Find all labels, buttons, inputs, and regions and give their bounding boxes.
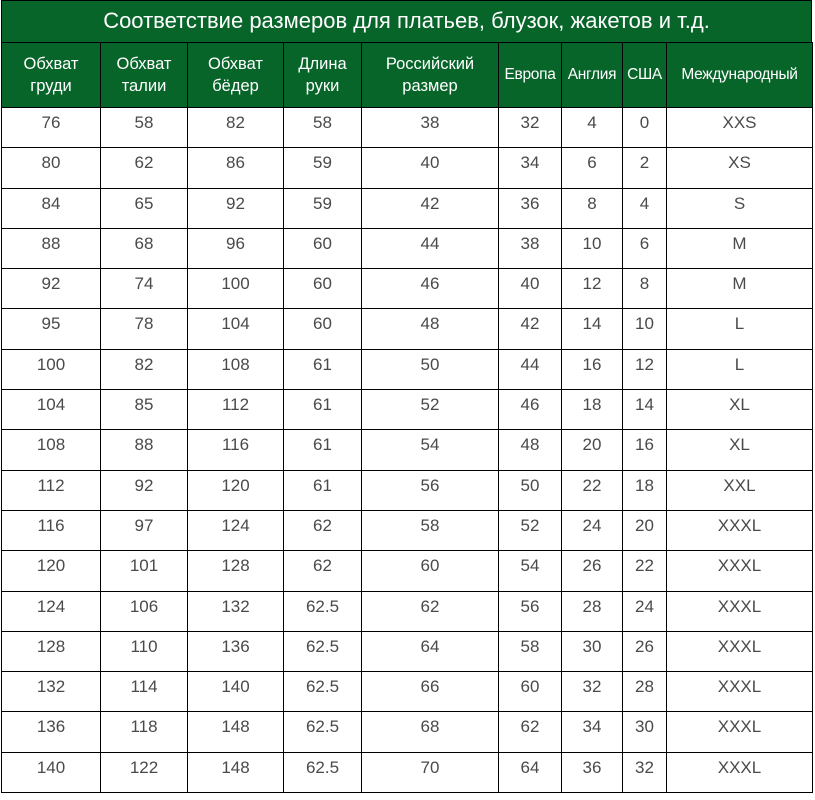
cell-hips: 100	[188, 269, 284, 309]
cell-hips: 108	[188, 349, 284, 389]
cell-bust: 128	[2, 631, 101, 671]
cell-england: 14	[562, 309, 623, 349]
cell-arm-length: 60	[284, 228, 362, 268]
cell-hips: 128	[188, 551, 284, 591]
cell-usa: 6	[623, 228, 667, 268]
cell-international: XXXL	[667, 591, 813, 631]
cell-waist: 92	[101, 470, 188, 510]
cell-waist: 62	[101, 148, 188, 188]
cell-usa: 18	[623, 470, 667, 510]
cell-waist: 118	[101, 712, 188, 752]
cell-usa: 2	[623, 148, 667, 188]
cell-hips: 136	[188, 631, 284, 671]
cell-hips: 120	[188, 470, 284, 510]
header-russian-size: Российский размер	[362, 43, 499, 108]
table-body	[2, 108, 813, 793]
table-header-row	[2, 43, 813, 108]
cell-arm-length: 61	[284, 349, 362, 389]
cell-russian-size: 60	[362, 551, 499, 591]
cell-arm-length: 62.5	[284, 591, 362, 631]
cell-usa: 20	[623, 510, 667, 550]
cell-arm-length: 60	[284, 269, 362, 309]
header-europe: Европа	[499, 43, 562, 108]
cell-bust: 95	[2, 309, 101, 349]
cell-england: 28	[562, 591, 623, 631]
table-row	[2, 108, 813, 148]
table-row	[2, 148, 813, 188]
table-row	[2, 390, 813, 430]
cell-europe: 36	[499, 188, 562, 228]
cell-europe: 54	[499, 551, 562, 591]
cell-international: M	[667, 228, 813, 268]
cell-europe: 44	[499, 349, 562, 389]
cell-hips: 124	[188, 510, 284, 550]
cell-waist: 106	[101, 591, 188, 631]
header-international: Международный	[667, 43, 813, 108]
cell-arm-length: 62	[284, 551, 362, 591]
cell-usa: 8	[623, 269, 667, 309]
cell-bust: 80	[2, 148, 101, 188]
table-row	[2, 712, 813, 752]
cell-hips: 132	[188, 591, 284, 631]
cell-europe: 60	[499, 672, 562, 712]
cell-europe: 64	[499, 752, 562, 792]
cell-europe: 42	[499, 309, 562, 349]
cell-waist: 74	[101, 269, 188, 309]
cell-international: XL	[667, 430, 813, 470]
cell-bust: 76	[2, 108, 101, 148]
header-usa: США	[623, 43, 667, 108]
cell-hips: 82	[188, 108, 284, 148]
cell-russian-size: 56	[362, 470, 499, 510]
size-chart	[1, 0, 812, 793]
cell-england: 22	[562, 470, 623, 510]
cell-bust: 84	[2, 188, 101, 228]
cell-usa: 0	[623, 108, 667, 148]
cell-russian-size: 48	[362, 309, 499, 349]
cell-hips: 92	[188, 188, 284, 228]
cell-usa: 12	[623, 349, 667, 389]
cell-europe: 48	[499, 430, 562, 470]
cell-usa: 32	[623, 752, 667, 792]
cell-england: 32	[562, 672, 623, 712]
cell-international: XXXL	[667, 712, 813, 752]
cell-waist: 110	[101, 631, 188, 671]
header-england: Англия	[562, 43, 623, 108]
cell-russian-size: 38	[362, 108, 499, 148]
cell-russian-size: 44	[362, 228, 499, 268]
cell-waist: 78	[101, 309, 188, 349]
table-row	[2, 510, 813, 550]
cell-arm-length: 58	[284, 108, 362, 148]
cell-europe: 32	[499, 108, 562, 148]
cell-europe: 46	[499, 390, 562, 430]
cell-russian-size: 42	[362, 188, 499, 228]
cell-arm-length: 60	[284, 309, 362, 349]
cell-usa: 16	[623, 430, 667, 470]
cell-bust: 92	[2, 269, 101, 309]
cell-bust: 132	[2, 672, 101, 712]
cell-waist: 82	[101, 349, 188, 389]
cell-europe: 58	[499, 631, 562, 671]
cell-waist: 101	[101, 551, 188, 591]
cell-europe: 56	[499, 591, 562, 631]
cell-arm-length: 62.5	[284, 752, 362, 792]
cell-usa: 10	[623, 309, 667, 349]
cell-waist: 68	[101, 228, 188, 268]
page-title: Соответствие размеров для платьев, блузок, жакетов и т.д.	[1, 0, 812, 42]
cell-international: XXL	[667, 470, 813, 510]
cell-arm-length: 61	[284, 430, 362, 470]
cell-england: 26	[562, 551, 623, 591]
cell-england: 24	[562, 510, 623, 550]
cell-bust: 108	[2, 430, 101, 470]
cell-russian-size: 52	[362, 390, 499, 430]
cell-england: 12	[562, 269, 623, 309]
cell-arm-length: 61	[284, 390, 362, 430]
table-row	[2, 228, 813, 268]
cell-waist: 122	[101, 752, 188, 792]
cell-international: XXXL	[667, 631, 813, 671]
cell-europe: 40	[499, 269, 562, 309]
header-bust: Обхват груди	[2, 43, 101, 108]
cell-bust: 104	[2, 390, 101, 430]
cell-waist: 114	[101, 672, 188, 712]
cell-arm-length: 62	[284, 510, 362, 550]
cell-international: XXS	[667, 108, 813, 148]
cell-russian-size: 66	[362, 672, 499, 712]
cell-usa: 24	[623, 591, 667, 631]
table-row	[2, 752, 813, 792]
cell-usa: 22	[623, 551, 667, 591]
cell-england: 6	[562, 148, 623, 188]
cell-international: XS	[667, 148, 813, 188]
size-table	[1, 42, 813, 793]
cell-england: 10	[562, 228, 623, 268]
cell-russian-size: 50	[362, 349, 499, 389]
cell-russian-size: 46	[362, 269, 499, 309]
cell-europe: 38	[499, 228, 562, 268]
cell-international: M	[667, 269, 813, 309]
table-row	[2, 349, 813, 389]
table-row	[2, 672, 813, 712]
cell-arm-length: 59	[284, 188, 362, 228]
cell-russian-size: 40	[362, 148, 499, 188]
cell-international: XXXL	[667, 672, 813, 712]
cell-waist: 85	[101, 390, 188, 430]
cell-waist: 65	[101, 188, 188, 228]
cell-hips: 96	[188, 228, 284, 268]
cell-hips: 140	[188, 672, 284, 712]
cell-europe: 50	[499, 470, 562, 510]
cell-hips: 116	[188, 430, 284, 470]
table-row	[2, 309, 813, 349]
cell-international: L	[667, 309, 813, 349]
header-hips: Обхват бёдер	[188, 43, 284, 108]
cell-international: S	[667, 188, 813, 228]
cell-arm-length: 62.5	[284, 631, 362, 671]
cell-international: XXXL	[667, 752, 813, 792]
cell-bust: 100	[2, 349, 101, 389]
cell-england: 20	[562, 430, 623, 470]
cell-arm-length: 61	[284, 470, 362, 510]
table-row	[2, 591, 813, 631]
cell-usa: 30	[623, 712, 667, 752]
cell-usa: 28	[623, 672, 667, 712]
cell-hips: 148	[188, 752, 284, 792]
cell-bust: 88	[2, 228, 101, 268]
cell-waist: 97	[101, 510, 188, 550]
cell-bust: 140	[2, 752, 101, 792]
cell-bust: 124	[2, 591, 101, 631]
cell-arm-length: 62.5	[284, 672, 362, 712]
cell-usa: 14	[623, 390, 667, 430]
cell-england: 34	[562, 712, 623, 752]
table-row	[2, 188, 813, 228]
cell-international: XXXL	[667, 551, 813, 591]
cell-russian-size: 54	[362, 430, 499, 470]
cell-europe: 52	[499, 510, 562, 550]
header-arm-length: Длина руки	[284, 43, 362, 108]
cell-russian-size: 62	[362, 591, 499, 631]
cell-europe: 34	[499, 148, 562, 188]
cell-bust: 120	[2, 551, 101, 591]
cell-international: L	[667, 349, 813, 389]
header-waist: Обхват талии	[101, 43, 188, 108]
cell-usa: 4	[623, 188, 667, 228]
cell-waist: 88	[101, 430, 188, 470]
cell-russian-size: 70	[362, 752, 499, 792]
table-row	[2, 470, 813, 510]
cell-bust: 112	[2, 470, 101, 510]
cell-bust: 116	[2, 510, 101, 550]
table-row	[2, 430, 813, 470]
cell-russian-size: 64	[362, 631, 499, 671]
cell-hips: 104	[188, 309, 284, 349]
cell-hips: 112	[188, 390, 284, 430]
table-row	[2, 631, 813, 671]
cell-hips: 86	[188, 148, 284, 188]
cell-russian-size: 68	[362, 712, 499, 752]
cell-russian-size: 58	[362, 510, 499, 550]
table-row	[2, 551, 813, 591]
cell-england: 36	[562, 752, 623, 792]
cell-waist: 58	[101, 108, 188, 148]
cell-england: 30	[562, 631, 623, 671]
cell-england: 8	[562, 188, 623, 228]
cell-england: 16	[562, 349, 623, 389]
table-row	[2, 269, 813, 309]
cell-usa: 26	[623, 631, 667, 671]
cell-arm-length: 62.5	[284, 712, 362, 752]
cell-europe: 62	[499, 712, 562, 752]
cell-hips: 148	[188, 712, 284, 752]
cell-england: 18	[562, 390, 623, 430]
cell-england: 4	[562, 108, 623, 148]
cell-international: XXXL	[667, 510, 813, 550]
cell-arm-length: 59	[284, 148, 362, 188]
cell-bust: 136	[2, 712, 101, 752]
cell-international: XL	[667, 390, 813, 430]
